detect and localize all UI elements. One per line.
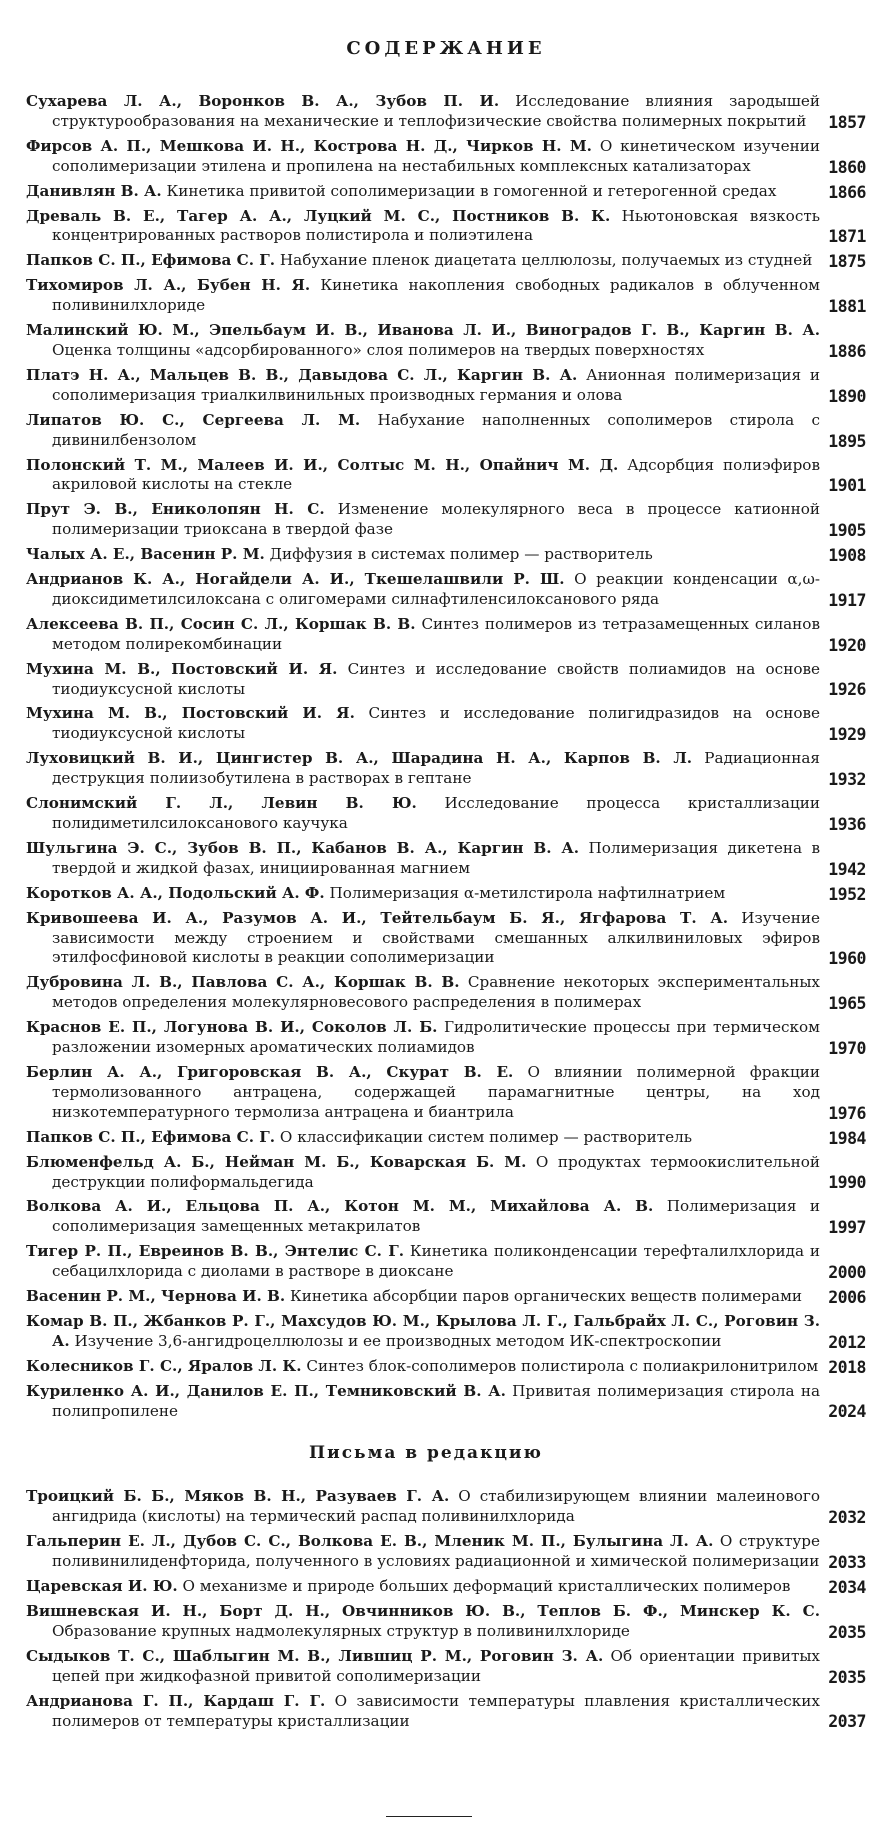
toc-entry-authors: Прут Э. В., Ениколопян Н. С. bbox=[26, 500, 325, 519]
toc-entry-authors: Алексеева В. П., Сосин С. Л., Коршак В. В. bbox=[26, 614, 416, 633]
toc-entry-authors: Липатов Ю. С., Сергеева Л. М. bbox=[26, 410, 361, 429]
toc-entry-body bbox=[26, 1692, 820, 1732]
toc-entry-page: 2000 bbox=[828, 1263, 866, 1283]
toc-entry-body bbox=[26, 1602, 820, 1642]
toc-entry-body bbox=[26, 1287, 820, 1307]
toc-entry-title: Сравнение некоторых экспериментальных методов определения молекулярновесового распределения в полимерах bbox=[52, 973, 820, 1012]
toc-entry-authors: Берлин А. А., Григоровская В. А., Скурат В. Е. bbox=[26, 1062, 514, 1081]
toc-entry-page: 1936 bbox=[828, 814, 866, 834]
toc-entry-body bbox=[26, 1153, 820, 1193]
toc-entry-body bbox=[26, 137, 820, 177]
toc-entry-title: Об ориентации привитых цепей при жидкофазной привитой сополимеризации bbox=[52, 1646, 821, 1685]
toc-entry-page: 1917 bbox=[828, 590, 866, 610]
toc-entry-body bbox=[26, 704, 820, 744]
toc-entry-authors: Васенин Р. М., Чернова И. В. bbox=[26, 1287, 286, 1306]
toc-entry-body bbox=[26, 570, 820, 610]
toc-entry-page: 1965 bbox=[828, 994, 866, 1014]
toc-entry-page: 2006 bbox=[828, 1287, 866, 1307]
toc-entry bbox=[26, 838, 866, 879]
toc-entry bbox=[26, 1287, 866, 1307]
toc-entry-title: О реакции конденсации α,ω-диоксидиметилсилоксана с олигомерами силнафтиленсилоксанового ряда bbox=[52, 570, 821, 608]
toc-entry-authors: Тигер Р. П., Евреинов В. В., Энтелис С. Г. bbox=[26, 1242, 405, 1261]
toc-entry-body bbox=[26, 1128, 820, 1148]
toc-entry-title: Гидролитические процессы при термическом разложении изомерных ароматических полиамидов bbox=[52, 1018, 820, 1057]
toc-entry-body bbox=[26, 794, 820, 834]
toc-entry-authors: Блюменфельд А. Б., Нейман М. Б., Коварская Б. М. bbox=[26, 1152, 527, 1171]
toc-entry-page: 1890 bbox=[828, 386, 866, 406]
toc-entry bbox=[26, 1311, 866, 1352]
toc-entry-page: 2034 bbox=[828, 1578, 866, 1597]
toc-entry-page: 1929 bbox=[828, 725, 866, 745]
toc-entry-body bbox=[26, 366, 820, 406]
toc-entry-body bbox=[26, 500, 820, 540]
toc-entry-page: 1895 bbox=[828, 431, 866, 451]
toc-entry-authors: Малинский Ю. М., Эпельбаум И. В., Иванова Л. И., Виноградов Г. В., Каргин В. А. bbox=[26, 321, 820, 340]
toc-entry bbox=[26, 1018, 866, 1058]
toc-entry bbox=[26, 1691, 866, 1732]
toc-entry bbox=[26, 794, 866, 834]
toc-entry bbox=[26, 1242, 866, 1283]
toc-entry-page: 1990 bbox=[828, 1173, 866, 1193]
toc-entry-title: Исследование процесса кристаллизации полидиметилсилоксанового каучука bbox=[52, 794, 820, 832]
toc-entry-title: Синтез блок-сополимеров полистирола с полиакрилонитрилом bbox=[306, 1356, 819, 1375]
toc-entry-page: 1905 bbox=[828, 521, 866, 541]
toc-entry-title: О механизме и природе больших деформаций кристаллических полимеров bbox=[182, 1577, 791, 1596]
toc-entry-body bbox=[26, 1063, 820, 1123]
toc-entry-page: 2018 bbox=[828, 1357, 866, 1377]
toc-entry bbox=[26, 136, 866, 177]
toc-entry-page: 1886 bbox=[828, 341, 866, 361]
toc-entry-authors: Древаль В. Е., Тагер А. А., Луцкий М. С., Постников В. К. bbox=[26, 206, 611, 225]
toc-entry bbox=[26, 276, 866, 317]
toc-entry-title: Кинетика накопления свободных радикалов в облученном поливинилхлориде bbox=[52, 276, 820, 315]
toc-entry-page: 2032 bbox=[828, 1508, 866, 1528]
toc-entry-authors: Шульгина Э. С., Зубов В. П., Кабанов В. А., Каргин В. А. bbox=[26, 838, 580, 857]
toc-entry-page: 1908 bbox=[828, 546, 866, 566]
toc-entry-authors: Волкова А. И., Ельцова П. А., Котон М. М., Михайлова А. В. bbox=[26, 1197, 654, 1216]
toc-entry bbox=[26, 973, 866, 1014]
toc-entry-body bbox=[26, 1577, 820, 1597]
toc-entry-authors: Андрианов К. А., Ногайдели А. И., Ткешелашвили Р. Ш. bbox=[26, 570, 565, 589]
toc-entry bbox=[26, 1602, 866, 1642]
toc-entry-authors: Папков С. П., Ефимова С. Г. bbox=[26, 1127, 276, 1146]
toc-entry bbox=[26, 206, 866, 247]
toc-entry-authors: Платэ Н. А., Мальцев В. В., Давыдова С. Л., Каргин В. А. bbox=[26, 365, 578, 384]
toc-entry-title: Оценка толщины «адсорбированного» слоя полимеров на твердых поверхностях bbox=[52, 340, 705, 359]
toc-entry-title: Образование крупных надмолекулярных структур в поливинилхлориде bbox=[52, 1621, 630, 1640]
toc-entry bbox=[26, 1127, 866, 1148]
contents-list bbox=[26, 92, 866, 1736]
toc-entry-title: О продуктах термоокислительной деструкции полиформальдегида bbox=[52, 1152, 820, 1191]
toc-entry-page: 2024 bbox=[828, 1402, 866, 1422]
toc-entry-page: 1901 bbox=[828, 476, 866, 496]
toc-entry-authors: Мухина М. В., Постовский И. Я. bbox=[26, 704, 355, 723]
toc-entry-page: 1866 bbox=[828, 182, 866, 202]
toc-entry bbox=[26, 251, 866, 272]
letters-heading: Письма в редакцию bbox=[309, 1443, 543, 1464]
toc-entry-authors: Чалых А. Е., Васенин Р. М. bbox=[26, 545, 265, 564]
toc-entry-authors: Данивлян В. А. bbox=[26, 181, 162, 200]
toc-entry-body bbox=[26, 1487, 820, 1527]
toc-entry-title: Анионная полимеризация и сополимеризация триалкилвинильных производных германия и олова bbox=[52, 365, 821, 404]
toc-entry-page: 1984 bbox=[828, 1128, 866, 1148]
toc-entry-authors: Полонский Т. М., Малеев И. И., Солтыс М. Н., Опайнич М. Д. bbox=[26, 455, 619, 474]
toc-entry bbox=[26, 1197, 866, 1238]
toc-entry bbox=[26, 1356, 866, 1377]
toc-entry-authors: Мухина М. В., Постовский И. Я. bbox=[26, 659, 338, 678]
toc-entry bbox=[26, 365, 866, 406]
end-rule bbox=[386, 1816, 472, 1817]
toc-entry-authors: Троицкий Б. Б., Мяков В. Н., Разуваев Г. А. bbox=[26, 1487, 450, 1506]
toc-entry-page: 2033 bbox=[828, 1553, 866, 1573]
toc-entry-page: 2035 bbox=[828, 1622, 866, 1642]
toc-entry-title: Набухание наполненных сополимеров стирола с дивинилбензолом bbox=[52, 410, 820, 449]
toc-entry-title: Кинетика привитой сополимеризации в гомогенной и гетерогенной средах bbox=[166, 181, 777, 200]
toc-entry-page: 1942 bbox=[828, 859, 866, 879]
toc-entry-page: 2035 bbox=[828, 1667, 866, 1687]
toc-entry bbox=[26, 1062, 866, 1123]
page-title: СОДЕРЖАНИЕ bbox=[346, 38, 546, 59]
toc-entry-body bbox=[26, 749, 820, 789]
toc-entry-title: О кинетическом изучении сополимеризации этилена и пропилена на нестабильных комплексных катализаторах bbox=[52, 136, 820, 175]
toc-entry-page: 1871 bbox=[828, 227, 866, 247]
toc-entry-page: 1920 bbox=[828, 635, 866, 655]
toc-entry-body bbox=[26, 1532, 820, 1572]
toc-entry-title: Изменение молекулярного веса в процессе катионной полимеризации триоксана в твердой фазе bbox=[52, 500, 820, 539]
toc-entry-page: 1857 bbox=[828, 112, 866, 132]
toc-entry-body bbox=[26, 92, 820, 132]
toc-entry-authors: Тихомиров Л. А., Бубен Н. Я. bbox=[26, 276, 311, 295]
toc-entry-body bbox=[26, 411, 820, 451]
toc-entry-authors: Царевская И. Ю. bbox=[26, 1577, 178, 1596]
toc-entry-title: Изучение зависимости между строением и свойствами смешанных алкилвиниловых эфиров этилфосфиновой кислоты в реакции сополимеризации bbox=[52, 908, 820, 967]
toc-entry-body bbox=[26, 1018, 820, 1058]
toc-entry-authors: Папков С. П., Ефимова С. Г. bbox=[26, 251, 276, 270]
toc-entry-page: 1960 bbox=[828, 949, 866, 969]
toc-entry-body bbox=[26, 545, 820, 565]
toc-entry-body bbox=[26, 251, 820, 271]
toc-entry bbox=[26, 410, 866, 451]
toc-entry-title: О стабилизирующем влиянии малеинового ангидрида (кислоты) на термический распад поливинилхлорида bbox=[52, 1487, 820, 1526]
toc-entry bbox=[26, 1381, 866, 1422]
toc-entry bbox=[26, 1646, 866, 1687]
toc-entry-title: Изучение 3,6-ангидроцеллюлозы и ее производных методом ИК-спектроскопии bbox=[74, 1331, 722, 1350]
toc-entry bbox=[26, 570, 866, 610]
toc-entry-page: 1970 bbox=[828, 1038, 866, 1058]
toc-entry bbox=[26, 1152, 866, 1193]
toc-entry-body bbox=[26, 1242, 820, 1282]
toc-entry-title: О классификации систем полимер — растворитель bbox=[279, 1127, 693, 1146]
toc-entry-authors: Андрианова Г. П., Кардаш Г. Г. bbox=[26, 1691, 326, 1710]
toc-entry-body bbox=[26, 1357, 820, 1377]
toc-entry-title: Полимеризация и сополимеризация замещенных метакрилатов bbox=[52, 1197, 820, 1236]
toc-entry-body bbox=[26, 276, 820, 316]
toc-entry-page: 1976 bbox=[828, 1103, 866, 1123]
toc-entry-body bbox=[26, 884, 820, 904]
toc-entry-page: 1932 bbox=[828, 770, 866, 790]
toc-entry-title: О влиянии полимерной фракции термолизованного антрацена, содержащей парамагнитные центры, на ход низкотемпературного термолиза антрацена и биантрила bbox=[52, 1062, 820, 1121]
toc-entry-title: Адсорбция полиэфиров акриловой кислоты на стекле bbox=[52, 455, 821, 494]
toc-entry-body bbox=[26, 1382, 820, 1422]
toc-entry-body bbox=[26, 909, 820, 969]
toc-entry-title: Кинетика поликонденсации терефталилхлорида и себацилхлорида с диолами в растворе в диоксане bbox=[52, 1242, 821, 1281]
toc-entry-body bbox=[26, 839, 820, 879]
toc-entry bbox=[26, 704, 866, 745]
toc-entry-body bbox=[26, 1197, 820, 1237]
toc-entry-title: Ньютоновская вязкость концентрированных растворов полистирола и полиэтилена bbox=[52, 206, 820, 245]
toc-entry bbox=[26, 1532, 866, 1573]
toc-entry-title: Исследование влияния зародышей структурообразования на механические и теплофизические свойства полимерных покрытий bbox=[52, 92, 820, 130]
toc-entry-authors: Колесников Г. С., Яралов Л. К. bbox=[26, 1356, 302, 1375]
toc-entry-title: Набухание пленок диацетата целлюлозы, получаемых из студней bbox=[279, 251, 813, 270]
toc-entry-body bbox=[26, 182, 820, 202]
toc-entry-body bbox=[26, 973, 820, 1013]
toc-entry-body bbox=[26, 1647, 820, 1687]
toc-entry-title: Синтез полимеров из тетразамещенных силанов методом полирекомбинации bbox=[52, 614, 820, 653]
toc-entry bbox=[26, 614, 866, 655]
toc-entry-title: О зависимости температуры плавления кристаллических полимеров от температуры кристаллизации bbox=[52, 1691, 820, 1730]
toc-entry-page: 1997 bbox=[828, 1218, 866, 1238]
toc-entry bbox=[26, 500, 866, 541]
toc-entry bbox=[26, 545, 866, 566]
toc-entry-authors: Слонимский Г. Л., Левин В. Ю. bbox=[26, 794, 417, 813]
toc-entry bbox=[26, 1487, 866, 1528]
toc-entry bbox=[26, 659, 866, 700]
toc-entry-title: Диффузия в системах полимер — растворитель bbox=[269, 545, 653, 564]
toc-entry-authors: Сухарева Л. А., Воронков В. А., Зубов П. И. bbox=[26, 92, 500, 110]
toc-entry-title: Синтез и исследование полигидразидов на основе тиодиуксусной кислоты bbox=[52, 704, 821, 743]
toc-entry bbox=[26, 908, 866, 969]
toc-entry-page: 2012 bbox=[828, 1332, 866, 1352]
toc-entry-body bbox=[26, 207, 820, 247]
toc-entry-title: Кинетика абсорбции паров органических веществ полимерами bbox=[290, 1287, 803, 1306]
toc-entry-authors: Кривошеева И. А., Разумов А. И., Тейтельбаум Б. Я., Ягфарова Т. А. bbox=[26, 908, 729, 927]
toc-entry-body bbox=[26, 456, 820, 496]
toc-entry-body bbox=[26, 321, 820, 361]
toc-entry-page: 1860 bbox=[828, 157, 866, 177]
toc-entry-title: Привитая полимеризация стирола на полипропилене bbox=[52, 1381, 820, 1420]
toc-entry-body bbox=[26, 660, 820, 700]
toc-entry-authors: Комар В. П., Жбанков Р. Г., Махсудов Ю. М., Крылова Л. Г., Гальбрайх Л. С., Роговин З. А. bbox=[26, 1311, 820, 1350]
toc-entry-page: 1881 bbox=[828, 297, 866, 317]
toc-entry-authors: Луховицкий В. И., Цингистер В. А., Шарадина Н. А., Карпов В. Л. bbox=[26, 749, 693, 768]
toc-entry-title: Радиационная деструкция полиизобутилена в растворах в гептане bbox=[52, 749, 821, 788]
toc-entry bbox=[26, 1577, 866, 1597]
toc-entry-title: Синтез и исследование свойств полиамидов на основе тиодиуксусной кислоты bbox=[52, 659, 820, 698]
toc-entry bbox=[26, 749, 866, 790]
toc-entry bbox=[26, 455, 866, 496]
toc-entry-page: 1952 bbox=[828, 884, 866, 904]
toc-entry-authors: Дубровина Л. В., Павлова С. А., Коршак В. В. bbox=[26, 973, 460, 992]
toc-entry-authors: Сыдыков Т. С., Шаблыгин М. В., Лившиц Р. М., Роговин З. А. bbox=[26, 1646, 604, 1665]
toc-entry-authors: Краснов Е. П., Логунова В. И., Соколов Л. Б. bbox=[26, 1018, 438, 1037]
toc-entry-page: 2037 bbox=[828, 1712, 866, 1732]
toc-entry bbox=[26, 181, 866, 202]
toc-entry-page: 1875 bbox=[828, 252, 866, 272]
toc-entry-title: Полимеризация дикетена в твердой и жидкой фазах, инициированная магнием bbox=[52, 838, 820, 877]
toc-entry-body bbox=[26, 1312, 820, 1352]
toc-entry-title: О структуре поливинилиденфторида, полученного в условиях радиационной и химической полимеризации bbox=[52, 1532, 821, 1571]
toc-entry-page: 1926 bbox=[828, 680, 866, 700]
toc-entry bbox=[26, 883, 866, 904]
toc-entry-body bbox=[26, 615, 820, 655]
toc-entry-authors: Фирсов А. П., Мешкова И. Н., Кострова Н. Д., Чирков Н. М. bbox=[26, 136, 592, 155]
toc-entry-authors: Гальперин Е. Л., Дубов С. С., Волкова Е. В., Мленик М. П., Булыгина Л. А. bbox=[26, 1532, 714, 1551]
toc-entry-authors: Куриленко А. И., Данилов Е. П., Темниковский В. А. bbox=[26, 1381, 506, 1400]
toc-entry-authors: Коротков А. А., Подольский А. Ф. bbox=[26, 883, 325, 902]
toc-entry bbox=[26, 92, 866, 132]
toc-entry bbox=[26, 321, 866, 361]
toc-entry-authors: Вишневская И. Н., Борт Д. Н., Овчинников Ю. В., Теплов Б. Ф., Минскер К. С. bbox=[26, 1602, 820, 1620]
toc-entry-title: Полимеризация α-метилстирола нафтилнатрием bbox=[329, 883, 726, 902]
